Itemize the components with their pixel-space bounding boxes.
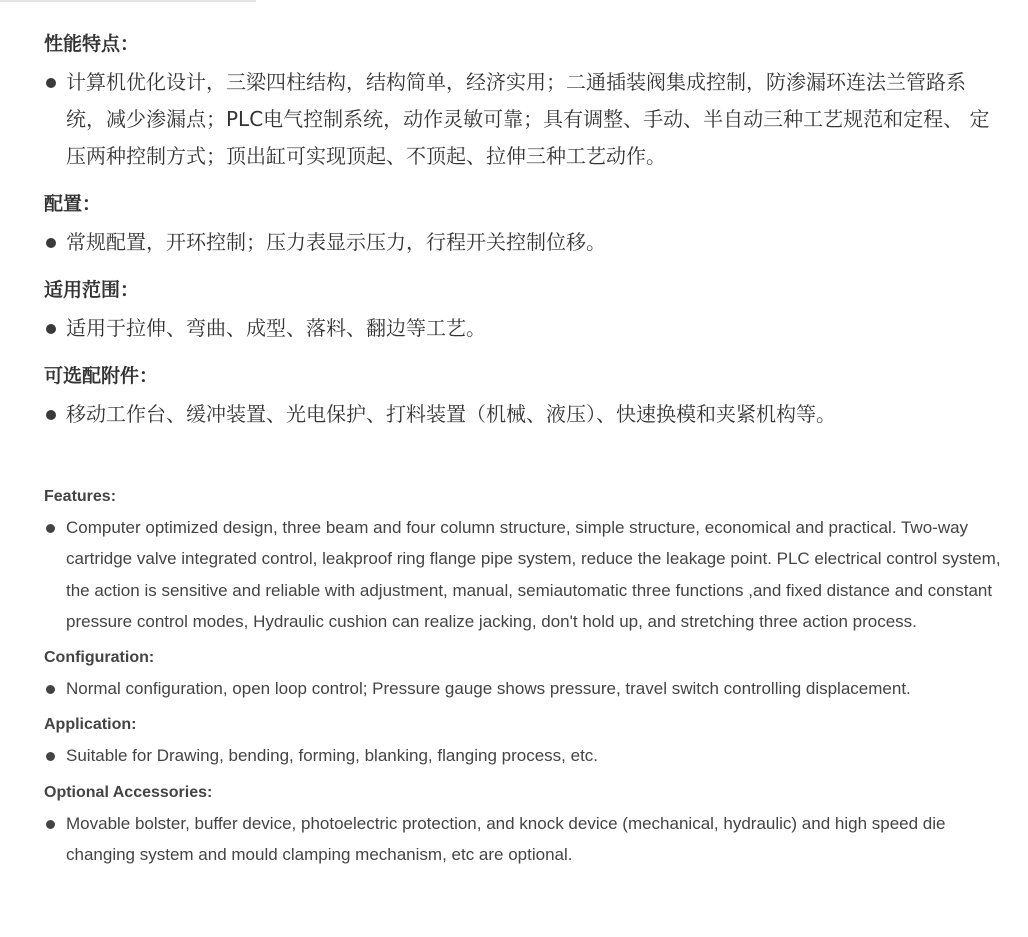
bullet-icon — [46, 820, 55, 829]
cn-section-features — [44, 30, 1004, 175]
en-list-item — [44, 808, 1009, 871]
en-list-item — [44, 673, 1009, 704]
cn-list-item — [44, 64, 1004, 175]
en-section-application — [44, 711, 1009, 771]
bullet-icon — [46, 238, 56, 248]
cn-heading-features: 性能特点： — [44, 33, 140, 55]
cn-section-accessories — [44, 362, 1004, 433]
cn-heading-configuration: 配置： — [44, 193, 102, 215]
bullet-icon — [46, 410, 56, 420]
english-spec-block — [44, 483, 1009, 877]
en-heading-accessories: Optional Accessories: — [44, 783, 213, 801]
en-heading-application: Application: — [44, 716, 137, 734]
en-item-text: Normal configuration, open loop control; Pressure gauge shows pressure, travel switch controlling displacement. — [66, 679, 911, 699]
cn-heading-application: 适用范围： — [44, 279, 140, 301]
bullet-icon — [46, 524, 55, 533]
en-item-text: Movable bolster, buffer device, photoelectric protection, and knock device (mechanical, hydraulic) and high speed die changing system and mould clamping mechanism, etc are optional. — [66, 813, 946, 865]
cn-item-text: 常规配置，开环控制；压力表显示压力，行程开关控制位移。 — [66, 230, 606, 254]
cn-list-item — [44, 396, 1004, 433]
en-section-features — [44, 483, 1009, 637]
en-item-text: Computer optimized design, three beam and four column structure, simple structure, economical and practical. Two-way cartridge valve integrated control, leakproof ring flange pipe system, reduce the leakage point. PLC electrical control system, the action is sensitive and reliable with adjustment, manual, semiautomatic three functions ,and fixed distance and constant pressure control modes, Hydraulic cushion can realize jacking, don't hold up, and stretching three action process. — [66, 518, 1001, 631]
bullet-icon — [46, 324, 56, 334]
en-list-item — [44, 740, 1009, 771]
bullet-icon — [46, 752, 55, 761]
cn-heading-accessories: 可选配附件： — [44, 365, 159, 387]
en-list-item — [44, 512, 1009, 637]
en-section-configuration — [44, 644, 1009, 704]
cn-section-configuration — [44, 190, 1004, 261]
cn-section-application — [44, 276, 1004, 347]
chinese-spec-block — [44, 30, 1004, 448]
top-divider — [0, 0, 256, 2]
cn-item-text: 移动工作台、缓冲装置、光电保护、打料装置（机械、液压）、快速换模和夹紧机构等。 — [66, 402, 836, 426]
en-item-text: Suitable for Drawing, bending, forming, blanking, flanging process, etc. — [66, 746, 599, 766]
bullet-icon — [46, 78, 56, 88]
cn-item-text: 计算机优化设计，三梁四柱结构，结构简单，经济实用；二通插装阀集成控制，防渗漏环连法兰管路系统，减少渗漏点；PLC电气控制系统，动作灵敏可靠；具有调整、手动、半自动三种工艺规范和定程、 定压两种控制方式；顶出缸可实现顶起、不顶起、拉伸三种工艺动作。 — [66, 70, 990, 168]
bullet-icon — [46, 685, 55, 694]
cn-item-text: 适用于拉伸、弯曲、成型、落料、翻边等工艺。 — [66, 316, 486, 340]
en-section-accessories — [44, 779, 1009, 871]
en-heading-features: Features: — [44, 488, 117, 505]
cn-list-item — [44, 310, 1004, 347]
en-heading-configuration: Configuration: — [44, 649, 155, 667]
cn-list-item — [44, 224, 1004, 261]
